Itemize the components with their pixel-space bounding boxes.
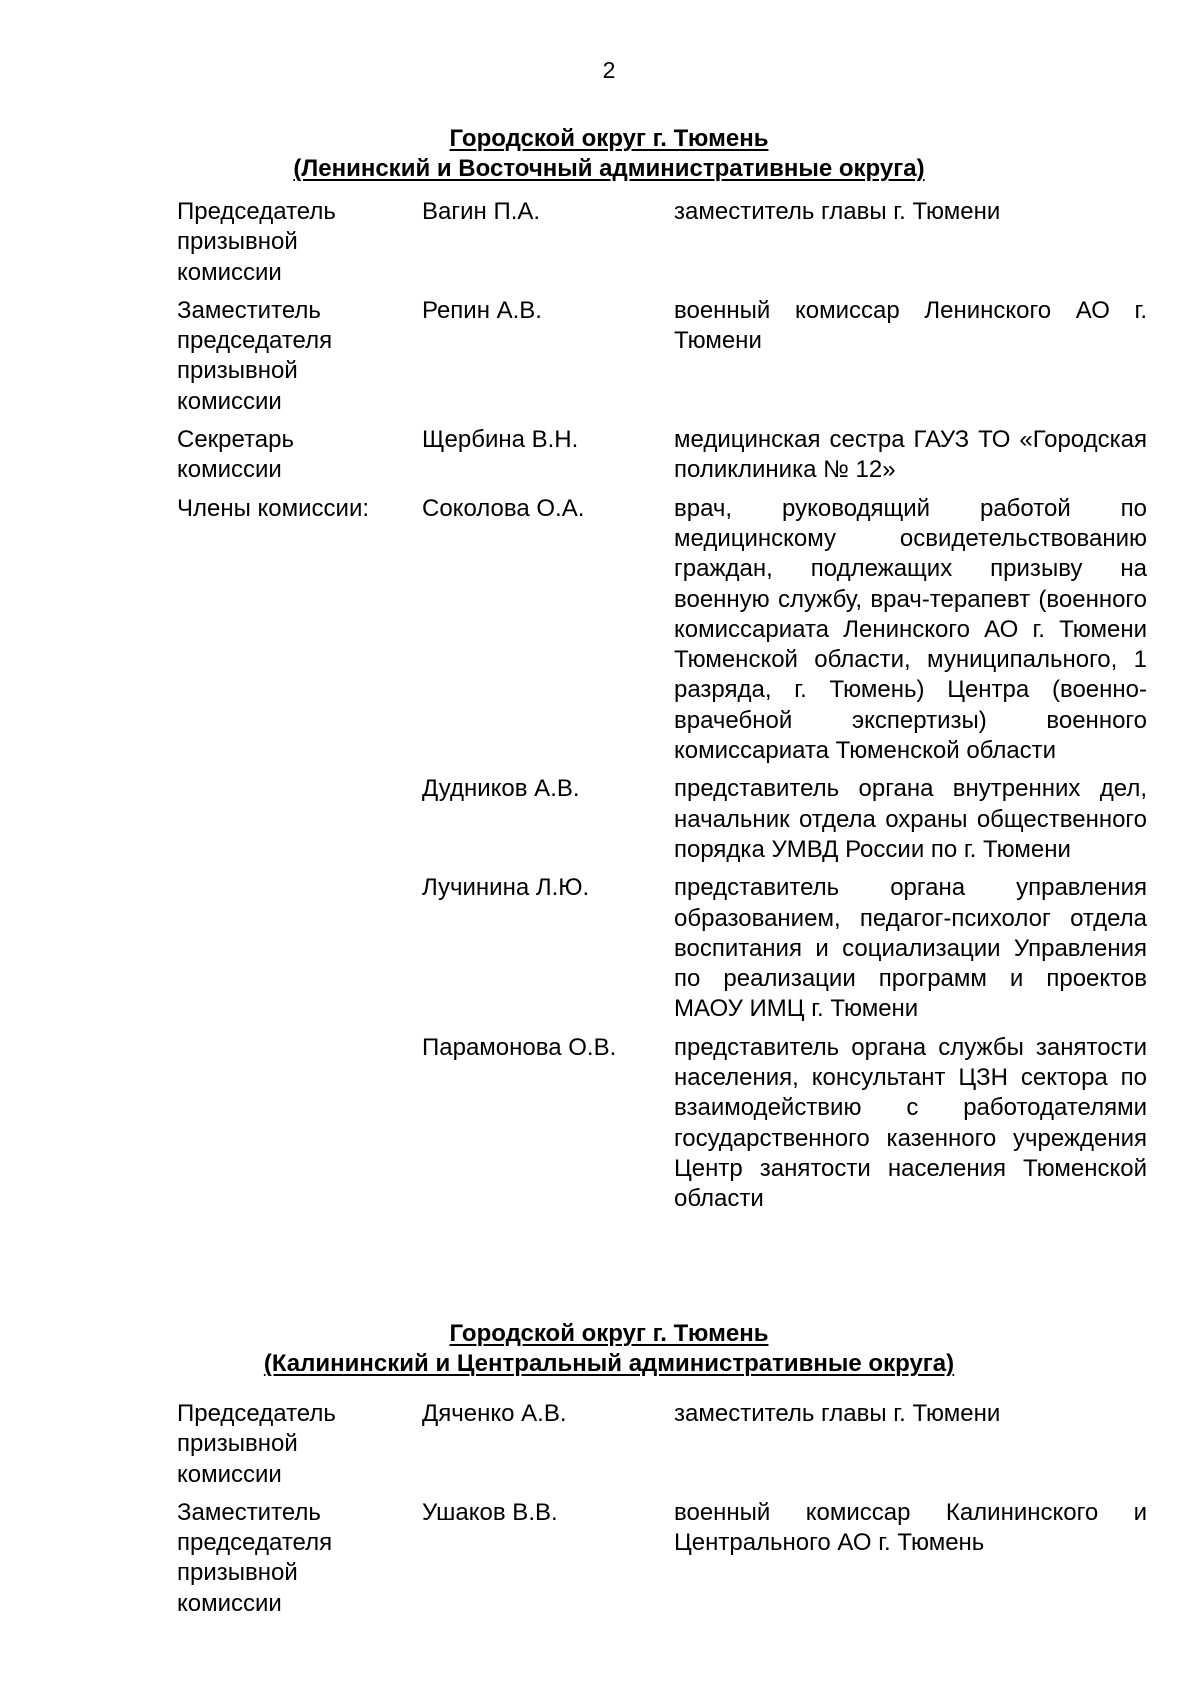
section-title: Городской округ г. Тюмень — [449, 1320, 769, 1347]
role-cell — [177, 774, 422, 865]
section-subtitle: (Ленинский и Восточный административные округа) — [293, 155, 925, 182]
table-row — [0, 296, 1200, 417]
section-heading — [0, 124, 1200, 184]
table-row — [0, 494, 1200, 767]
member-name: Парамонова О.В. — [422, 1033, 617, 1061]
role-cell — [177, 873, 422, 1024]
member-name: Щербина В.Н. — [422, 426, 579, 454]
member-name: Дудников А.В. — [422, 775, 580, 803]
role-cell — [177, 296, 422, 417]
role-label: Члены комиссии: — [177, 494, 370, 522]
name-cell — [422, 197, 674, 288]
role-label: Заместитель председателя призывной комиссии — [177, 296, 333, 415]
member-name: Вагин П.А. — [422, 198, 541, 225]
description-cell: заместитель главы г. Тюмени — [674, 1400, 1001, 1427]
role-label: Заместитель председателя призывной комиссии — [177, 1498, 333, 1617]
member-name: Дяченко А.В. — [422, 1400, 567, 1427]
role-cell — [177, 494, 422, 767]
section-title: Городской округ г. Тюмень — [449, 125, 769, 152]
description-cell: врач, руководящий работой по медицинскому освидетельствованию граждан, подлежащих призыву на военную службу, врач-терапевт (военного комиссариата Ленинского АО г. Тюмени Тюменской области, муниципального, 1 разряда, г. Тюмень) Центра (военно-врачебной экспертизы) военного комиссариата Тюменской области — [674, 494, 1147, 765]
table-row — [0, 1498, 1200, 1619]
page-number: 2 — [602, 57, 616, 83]
name-cell — [422, 425, 674, 486]
role-cell — [177, 197, 422, 288]
description-cell: медицинская сестра ГАУЗ ТО «Городская поликлиника № 12» — [674, 426, 1147, 484]
name-cell — [422, 1033, 674, 1215]
role-label: Председатель призывной комиссии — [177, 198, 336, 286]
name-cell — [422, 296, 674, 417]
table-row — [0, 1033, 1200, 1215]
table-row — [0, 873, 1200, 1024]
role-cell — [177, 1498, 422, 1619]
name-cell — [422, 494, 674, 767]
section-subtitle: (Калининский и Центральный административные округа) — [263, 1350, 955, 1377]
description-cell: заместитель главы г. Тюмени — [674, 198, 1001, 225]
commission-table — [0, 197, 1200, 1215]
section-heading — [0, 1319, 1200, 1379]
table-row — [0, 197, 1200, 288]
description-cell: представитель органа службы занятости населения, консультант ЦЗН сектора по взаимодействию с работодателями государственного казенного учреждения Центр занятости населения Тюменской области — [674, 1033, 1147, 1213]
table-row — [0, 1399, 1200, 1490]
role-cell — [177, 1033, 422, 1215]
member-name: Лучинина Л.Ю. — [422, 874, 590, 902]
role-cell — [177, 1399, 422, 1490]
table-row — [0, 425, 1200, 486]
name-cell — [422, 1399, 674, 1490]
role-label: Секретарь комиссии — [177, 426, 294, 484]
role-label: Председатель призывной комиссии — [177, 1400, 336, 1488]
name-cell — [422, 774, 674, 865]
name-cell — [422, 873, 674, 1024]
member-name: Репин А.В. — [422, 296, 542, 324]
commission-table — [0, 1399, 1200, 1619]
description-cell: военный комиссар Калининского и Центрального АО г. Тюмень — [674, 1498, 1147, 1557]
name-cell — [422, 1498, 674, 1619]
role-cell — [177, 425, 422, 486]
description-cell: представитель органа внутренних дел, начальник отдела охраны общественного порядка УМВД России по г. Тюмени — [674, 775, 1147, 863]
member-name: Соколова О.А. — [422, 494, 585, 522]
description-cell: представитель органа управления образованием, педагог-психолог отдела воспитания и социализации Управления по реализации программ и проектов МАОУ ИМЦ г. Тюмени — [674, 874, 1147, 1023]
member-name: Ушаков В.В. — [422, 1498, 558, 1526]
table-row — [0, 774, 1200, 865]
description-cell: военный комиссар Ленинского АО г. Тюмени — [674, 296, 1147, 355]
